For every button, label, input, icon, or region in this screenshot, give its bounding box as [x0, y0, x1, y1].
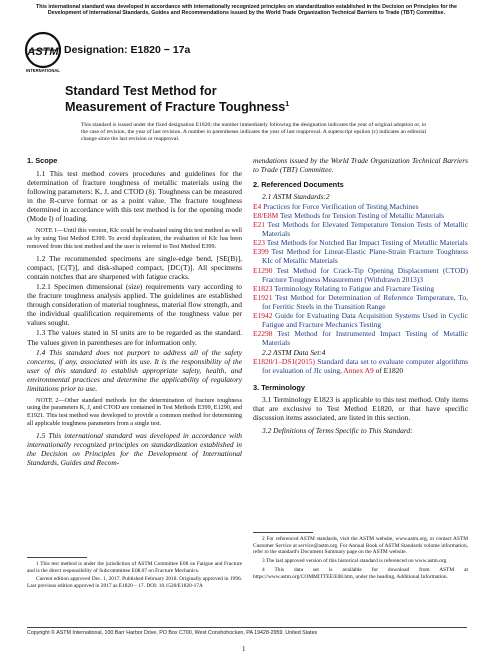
scope-heading: 1. Scope	[27, 156, 58, 165]
reference-code-link[interactable]: E1823	[253, 283, 273, 293]
document-title	[65, 84, 445, 114]
astm-standards-label: 2.1 ASTM Standards:2	[262, 192, 330, 202]
para-1-2-1: 1.2.1 Specimen dimensional (size) requirements vary according to the fracture toughness analysis applied. The guidelines are established through consideration of material toughness, material flow strength, and the individual qualification requirements of the toughness value per values sought.	[27, 282, 242, 328]
footnote-3: 3 The last approved version of this historical standard is referenced on www.astm.org.	[262, 558, 448, 565]
title-line-1: Standard Test Method for	[65, 84, 217, 98]
reference-item[interactable]	[253, 311, 468, 329]
designation: Designation: E1820 − 17a	[64, 44, 191, 56]
left-column	[27, 156, 242, 467]
para-1-4: 1.4 This standard does not purport to address all of the safety concerns, if any, associated with its use. It is the responsibility of the user of this standard to establish appropriate safety, health, and environmental practices and determine the applicability of regulatory limitations prior to use.	[27, 347, 242, 393]
footnotes-left	[27, 561, 242, 590]
reference-item[interactable]	[253, 284, 468, 293]
footnote-1-edition: Current edition approved Dec. 1, 2017. Published February 2018. Originally approved in 1996. Last previous edition approved in 2017 as E1820 – 17. DOI: 10.1520/E1820-17A	[27, 576, 242, 590]
reference-item[interactable]	[253, 247, 468, 265]
reference-title-link[interactable]: Test Methods for Tension Testing of Metallic Materials	[279, 211, 444, 221]
terminology-heading: 3. Terminology	[253, 383, 306, 393]
para-3-2: 3.2 Definitions of Terms Specific to This Standard:	[262, 426, 413, 436]
data-set-title[interactable]: Standard data set to evaluate computer algorithms for evaluation of JIc using,	[262, 356, 469, 376]
reference-item[interactable]	[253, 211, 468, 220]
referenced-documents-heading: 2. Referenced Documents	[253, 180, 344, 190]
reference-title-link[interactable]: Terminology Relating to Fatigue and Fracture Testing	[274, 283, 435, 293]
note-2: NOTE 2—Other standard methods for the determination of fracture toughness using the parameters K, J, and CTOD are contained in Test Methods E399, E1290, and E1921. This test method was developed to provide a common method for determining all applicable toughness parameters from a single test.	[27, 396, 242, 427]
intro-paragraph: This standard is issued under the fixed designation E1820; the number immediately following the designation indicates the year of original adoption or, in the case of revision, the year of last revision. A number in parentheses indicates the year of last reapproval. A superscript epsilon (ε) indicates an editorial change since the last revision or reapproval.	[81, 122, 426, 142]
reference-code-link[interactable]: E2298	[253, 328, 273, 338]
reference-item[interactable]	[253, 266, 468, 284]
title-line-2: Measurement of Fracture Toughness$^1$	[65, 100, 290, 115]
svg-text:ASTM: ASTM	[27, 46, 59, 58]
reference-code-link[interactable]: E8/E8M	[253, 211, 279, 221]
data-set-reference[interactable]	[253, 357, 468, 375]
reference-item[interactable]	[253, 238, 468, 247]
copyright-rule	[27, 627, 467, 628]
para-1-2: 1.2 The recommended specimens are single-edge bend, [SE(B)], compact, [C(T)], and disk-shaped compact, [DC(T)]. All specimens contain notches that are sharpened with fatigue cracks.	[27, 254, 242, 282]
astm-logo-icon	[23, 30, 63, 74]
reference-item[interactable]	[253, 220, 468, 238]
footnote-4: 4 This data set is available for download from ASTM at https://www.astm.org/COMMITTEE/E08.htm, under the heading, Additional Information.	[253, 566, 468, 580]
para-1-5: 1.5 This international standard was developed in accordance with internationally recognized principles on standardization established in the Decision on Principles for the Development of International Standards, Guides and Recom-	[27, 431, 242, 468]
footnote-2: 2 For referenced ASTM standards, visit the ASTM website, www.astm.org, or contact ASTM Customer Service at service@astm.org. For Annual Book of ASTM Standards volume information, refer to the standard's Document Summary page on the ASTM website.	[253, 536, 468, 556]
reference-title-link[interactable]: Test Methods for Elevated Temperature Tension Tests of Metallic Materials	[262, 220, 468, 239]
reference-code-link[interactable]: E1290	[253, 265, 273, 275]
reference-title-link[interactable]: Test Methods for Notched Bar Impact Testing of Metallic Materials	[266, 238, 468, 248]
reference-title-link[interactable]: Test Method for Crack-Tip Opening Displacement (CTOD) Fracture Toughness Measurement (Withdrawn 2013)3	[262, 265, 468, 284]
svg-text:INTERNATIONAL: INTERNATIONAL	[26, 68, 60, 73]
footnote-rule-right	[253, 532, 313, 533]
para-1-5-continued: mendations issued by the World Trade Organization Technical Barriers to Trade (TBT) Committee.	[253, 156, 468, 175]
reference-title-link[interactable]: Test Method for Instrumented Impact Testing of Metallic Materials	[262, 328, 468, 347]
reference-title-link[interactable]: Guide for Evaluating Data Acquisition Systems Used in Cyclic Fatigue and Fracture Mechanics Testing	[262, 310, 469, 329]
note-1: NOTE 1—Until this version, KIc could be evaluated using this test method as well as by using Test Method E399. To avoid duplication, the evaluation of KIc has been removed from this test method and the user is referred to Test Method E399.	[27, 227, 242, 250]
reference-code-link[interactable]: E21	[253, 220, 265, 230]
title-footnote-ref: 1	[285, 101, 290, 108]
reference-list	[253, 202, 468, 347]
right-column	[253, 156, 468, 435]
data-set-tail: of E1820	[375, 366, 404, 376]
annex-link[interactable]: Annex A9	[343, 366, 374, 376]
footnote-rule-left	[27, 557, 87, 558]
astm-data-set-label: 2.2 ASTM Data Set:4	[262, 347, 326, 357]
reference-title-link[interactable]: Practices for Force Verification of Testing Machines	[263, 202, 419, 212]
data-set-code[interactable]: E1820/1–DS1(2015)	[253, 356, 315, 366]
top-notice: This international standard was developed in accordance with internationally recognized principles on standardization established in the Decision on Principles for the Development of International Standards, Guides and Recommendations issued by the World Trade Organization Technical Barriers to Trade (TBT) Committee.	[36, 4, 457, 17]
copyright-line: Copyright © ASTM International, 100 Barr Harbor Drive, PO Box C700, West Conshohocken, PA 19428-2959. United States	[27, 630, 318, 636]
reference-title-link[interactable]: Test Method for Linear-Elastic Plane-Strain Fracture Toughness KIc of Metallic Materials	[262, 247, 468, 266]
reference-item[interactable]	[253, 293, 468, 311]
footnote-1: 1 This test method is under the jurisdiction of ASTM Committee E08 on Fatigue and Fracture and is the direct responsibility of Subcommittee E08.07 on Fracture Mechanics.	[27, 561, 242, 574]
reference-title-link[interactable]: Test Method for Determination of Reference Temperature, To, for Ferritic Steels in the Transition Range	[262, 292, 468, 311]
reference-code-link[interactable]: E23	[253, 238, 265, 248]
footnotes-right	[253, 536, 468, 580]
reference-code-link[interactable]: E4	[253, 202, 262, 212]
para-1-1: 1.1 This test method covers procedures and guidelines for the determination of fracture toughness of metallic materials using the following parameters: K, J, and CTOD (δ). Toughness can be measured in the R-curve format or as a point value. The fracture toughness determined in accordance with this test method is for the opening mode (Mode I) of loading.	[27, 169, 242, 224]
page-number: 1	[242, 645, 246, 653]
reference-item[interactable]	[253, 329, 468, 347]
para-1-3: 1.3 The values stated in SI units are to be regarded as the standard. The values given in parentheses are for information only.	[27, 328, 242, 347]
reference-code-link[interactable]: E1942	[253, 310, 273, 320]
reference-code-link[interactable]: E1921	[253, 292, 273, 302]
para-3-1: 3.1 Terminology E1823 is applicable to this test method. Only items that are exclusive to Test Method E1820, or that have specific discussion items associated, are listed in this section.	[253, 395, 468, 423]
reference-code-link[interactable]: E399	[253, 247, 269, 257]
reference-item[interactable]	[253, 202, 468, 211]
